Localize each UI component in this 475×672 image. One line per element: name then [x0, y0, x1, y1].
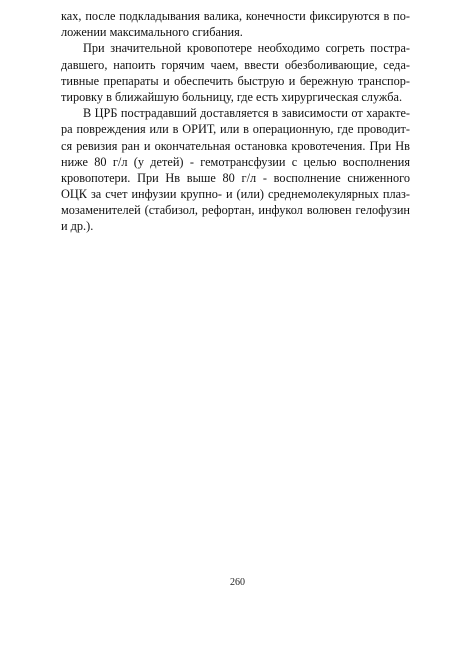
- body-text: [61, 8, 410, 235]
- text-line: В ЦРБ пострадавший доставляется в зависимости от характе-: [83, 106, 410, 121]
- text-line: ниже 80 г/л (у детей) - гемотрансфузии с целью восполнения: [61, 154, 410, 169]
- text-line: кровопотери. При Нв выше 80 г/л - восполнение сниженного: [61, 170, 410, 185]
- text-line: ках, после подкладывания валика, конечности фиксируются в по-: [61, 9, 410, 23]
- text-line: При значительной кровопотере необходимо согреть постра-: [83, 41, 410, 56]
- text-line: тивные препараты и обеспечить быструю и бережную транспор-: [61, 73, 410, 88]
- text-line: ложении максимального сгибания.: [61, 25, 243, 40]
- text-line: мозаменителей (стабизол, рефортан, инфукол волювен гелофузин: [61, 203, 410, 218]
- text-line: давшего, напоить горячим чаем, ввести обезболивающие, седа-: [61, 57, 410, 72]
- paragraph-1: [61, 8, 410, 40]
- text-line: ра повреждения или в ОРИТ, или в операционную, где проводит-: [61, 122, 410, 137]
- paragraph-3: [61, 105, 410, 235]
- text-line: ОЦК за счет инфузии крупно- и (или) среднемолекулярных плаз-: [61, 187, 410, 202]
- text-line: и др.).: [61, 219, 94, 234]
- page-number: 260: [230, 577, 245, 588]
- text-line: ся ревизия ран и окончательная остановка кровотечения. При Нв: [61, 138, 410, 153]
- text-line: тировку в ближайшую больницу, где есть хирургическая служба.: [61, 89, 403, 104]
- paragraph-2: [61, 40, 410, 105]
